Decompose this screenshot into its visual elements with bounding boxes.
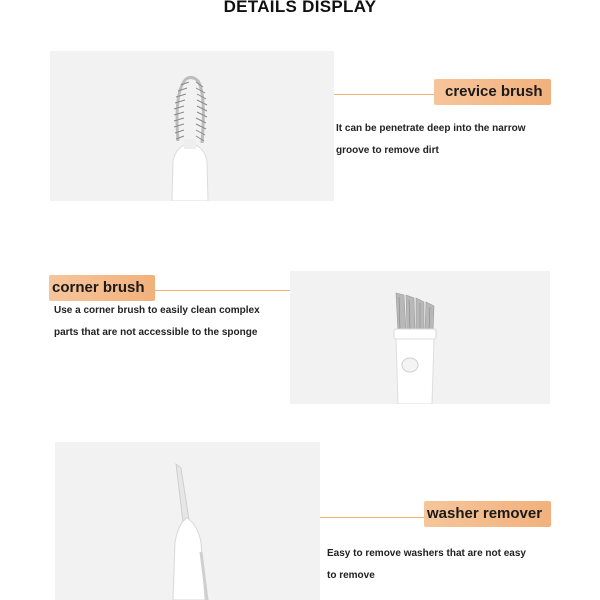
washer-remover-photo: [55, 442, 320, 600]
crevice-brush-description: [336, 118, 586, 162]
crevice-brush-description-line: groove to remove dirt: [336, 145, 439, 156]
crevice-brush-photo: [50, 51, 334, 201]
corner-brush-connector-line: [155, 290, 290, 291]
corner-brush-label: corner brush: [49, 275, 155, 301]
crevice-brush-description-line: It can be penetrate deep into the narrow: [336, 123, 526, 134]
corner-brush-description-line: parts that are not accessible to the sponge: [54, 327, 258, 338]
page-title: DETAILS DISPLAY: [223, 0, 377, 16]
washer-remover-description: [327, 543, 577, 587]
washer-remover-description-line: Easy to remove washers that are not easy: [327, 548, 526, 559]
corner-brush-description: [54, 300, 294, 344]
washer-remover-description-line: to remove: [327, 570, 375, 581]
crevice-brush-label: crevice brush: [434, 79, 551, 105]
corner-brush-photo: [290, 271, 550, 404]
corner-brush-description-line: Use a corner brush to easily clean complex: [54, 305, 260, 316]
washer-remover-label: washer remover: [424, 501, 551, 527]
washer-remover-connector-line: [320, 517, 424, 518]
crevice-brush-connector-line: [334, 94, 434, 95]
